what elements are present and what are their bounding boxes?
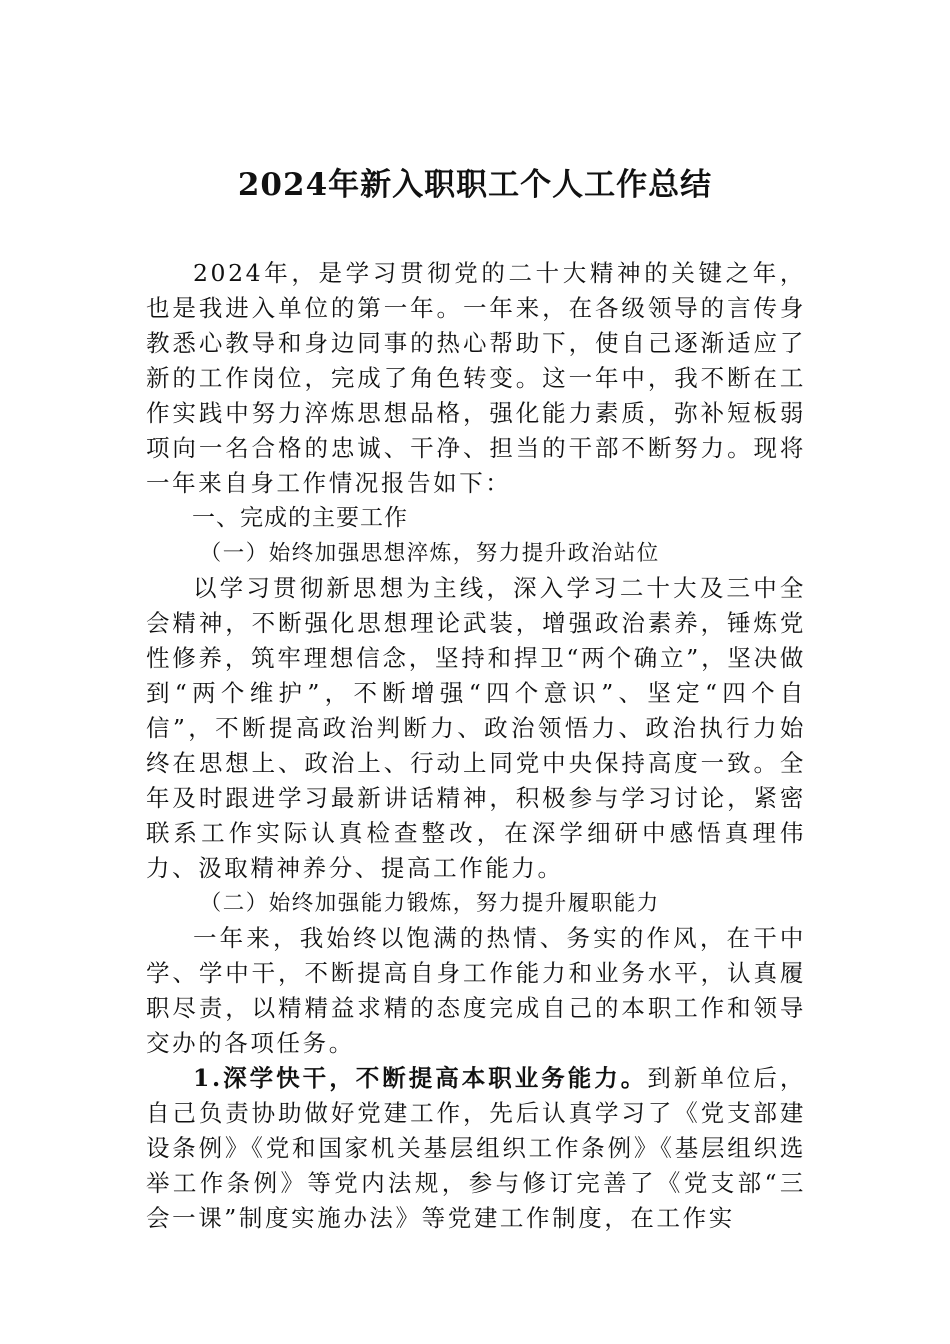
list-item-text: 到新单位后，自己负责协助做好党建工作，先后认真学习了《党支部建设条例》《党和国家机关基层组织工作条例》《基层组织选举工作条例》等党内法规，参与修订完善了《党支部“三会一课”制度实施办法》等党建工作制度，在工作实 <box>146 1064 806 1232</box>
intro-paragraph: 2024年，是学习贯彻党的二十大精神的关键之年，也是我进入单位的第一年。一年来，在各级领导的言传身教悉心教导和身边同事的热心帮助下，使自己逐渐适应了新的工作岗位，完成了角色转变。这一年中，我不断在工作实践中努力淬炼思想品格，强化能力素质，弥补短板弱项向一名合格的忠诚、干净、担当的干部不断努力。现将一年来自身工作情况报告如下： <box>146 259 806 497</box>
subsection-heading-ideology: （一）始终加强思想淬炼，努力提升政治站位 <box>199 541 660 566</box>
document-title: 2024年新入职职工个人工作总结 <box>237 167 713 203</box>
list-item-lead: 1.深学快干，不断提高本职业务能力。 <box>193 1064 648 1092</box>
subsection-paragraph-ability: 一年来，我始终以饱满的热情、务实的作风，在干中学、学中干，不断提高自身工作能力和业务水平，认真履职尽责，以精精益求精的态度完成自己的本职工作和领导交办的各项任务。 <box>146 924 806 1057</box>
subsection-heading-ability: （二）始终加强能力锻炼，努力提升履职能力 <box>199 891 660 916</box>
document-body <box>146 256 806 1236</box>
subsection-paragraph-ideology: 以学习贯彻新思想为主线，深入学习二十大及三中全会精神，不断强化思想理论武装，增强政治素养，锤炼党性修养，筑牢理想信念，坚持和捍卫“两个确立”，坚决做到“两个维护”，不断增强“四个意识”、坚定“四个自信”，不断提高政治判断力、政治领悟力、政治执行力始终在思想上、政治上、行动上同党中央保持高度一致。全年及时跟进学习最新讲话精神，积极参与学习讨论，紧密联系工作实际认真检查整改，在深学细研中感悟真理伟力、汲取精神养分、提高工作能力。 <box>146 574 806 882</box>
list-item-paragraph <box>146 1061 806 1236</box>
section-heading-main-work: 一、完成的主要工作 <box>192 505 408 531</box>
